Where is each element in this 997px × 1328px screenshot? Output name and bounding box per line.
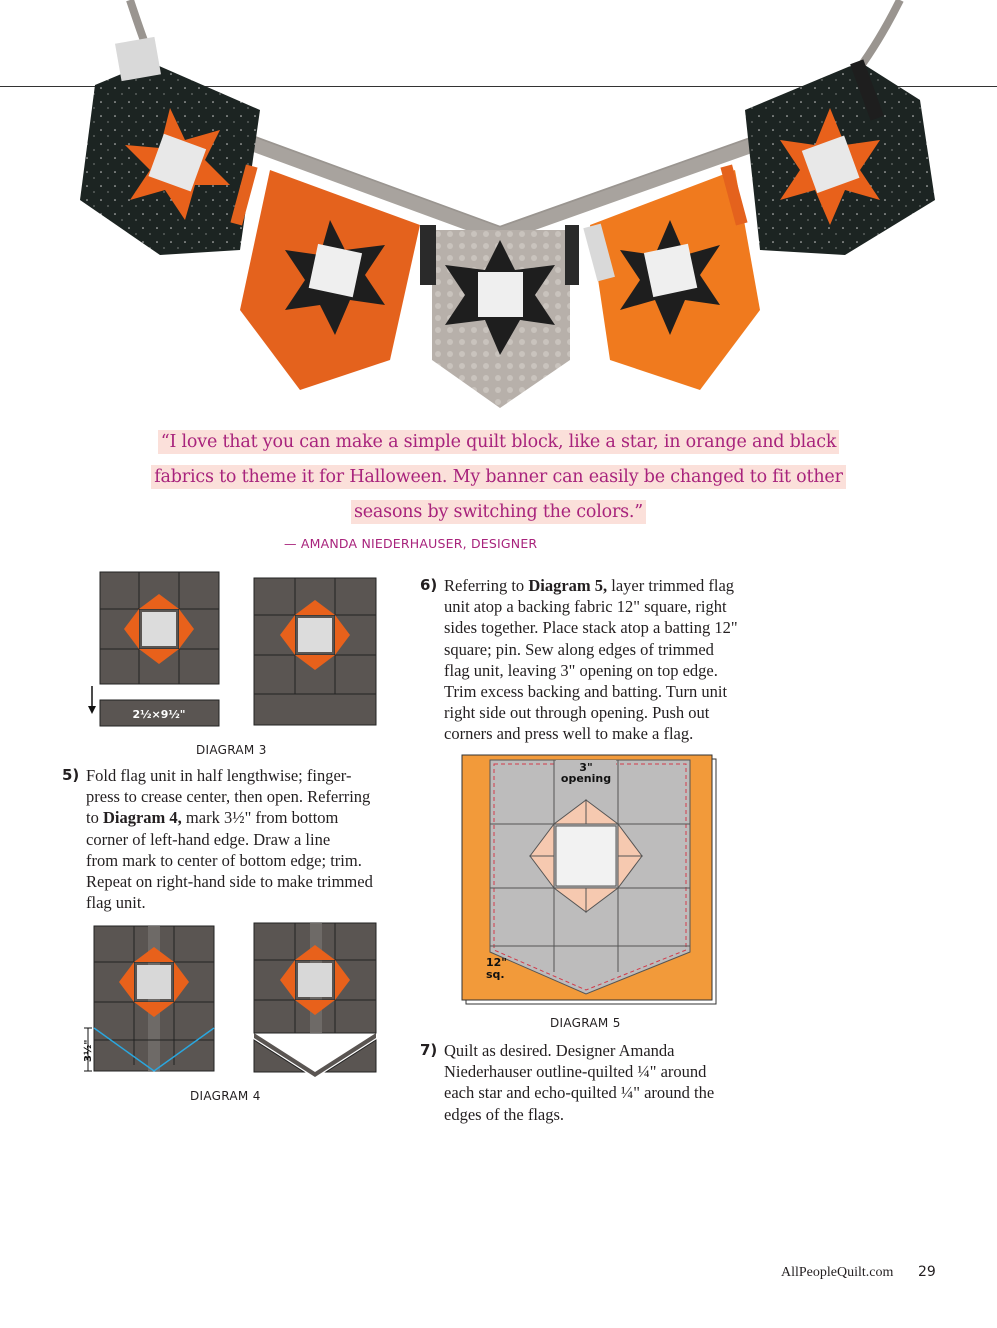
diagram-3 xyxy=(80,568,380,733)
step-5: 5) Fold flag unit in half lengthwise; finger- press to crease center, then open. Referring to Diagram 4, mark 3½" from bottom corner of left-hand edge. Draw a line from mark to center of bottom edge; trim. Repeat on right-hand side to make trimmed flag unit. xyxy=(62,766,373,913)
step-7-number: 7) xyxy=(420,1041,438,1059)
step-6-number: 6) xyxy=(420,576,438,594)
flag-gray-center xyxy=(432,230,570,408)
quote-line-2: fabrics to theme it for Halloween. My banner can easily be changed to fit other xyxy=(0,467,997,487)
footer-site: AllPeopleQuilt.com xyxy=(781,1265,894,1280)
diagram-5 xyxy=(458,752,718,1007)
diagram3-strip-label: 2½×9½" xyxy=(132,708,186,721)
step-7: 7) Quilt as desired. Designer Amanda Niederhauser outline-quilted ¼" around each star and echo-quilted ¼" around the edges of the flags. xyxy=(420,1041,715,1124)
quote-line-1: “I love that you can make a simple quilt block, like a star, in orange and black xyxy=(0,432,997,452)
halloween-banner-photo xyxy=(60,0,940,410)
quote-attribution: — AMANDA NIEDERHAUSER, DESIGNER xyxy=(284,536,538,551)
quote-line-3: seasons by switching the colors.” xyxy=(0,502,997,522)
diagram5-caption: DIAGRAM 5 xyxy=(550,1016,621,1030)
diagram3-caption: DIAGRAM 3 xyxy=(196,743,267,757)
diagram5-opening-word: opening xyxy=(560,772,612,785)
step-5-number: 5) xyxy=(62,766,80,784)
diagram5-square-size: 12" xyxy=(486,956,508,969)
step-6: 6) Referring to Diagram 5, layer trimmed flag unit atop a backing fabric 12" square, right sides together. Place stack atop a batting 12" square; pin. Sew along edges of trimmed flag unit, leaving 3" opening on top edge. Trim excess backing and batting. Turn unit right side out through opening. Push out corners and press well to make a flag. xyxy=(420,576,738,744)
diagram5-square-word: sq. xyxy=(486,968,505,981)
flag-black-right xyxy=(745,62,935,255)
diagram4-measure-label: 3½" xyxy=(83,1039,94,1062)
diagram3-block-right xyxy=(254,578,376,725)
diagram4-caption: DIAGRAM 4 xyxy=(190,1089,261,1103)
page-number: 29 xyxy=(918,1264,936,1280)
diagram-reference: Diagram 5, xyxy=(528,576,608,595)
diagram-4 xyxy=(76,920,386,1080)
flag-black-left xyxy=(80,62,260,255)
diagram3-block-left xyxy=(100,572,219,684)
diagram5-opening-size: 3" xyxy=(579,761,593,774)
diagram-reference: Diagram 4, xyxy=(102,808,182,828)
